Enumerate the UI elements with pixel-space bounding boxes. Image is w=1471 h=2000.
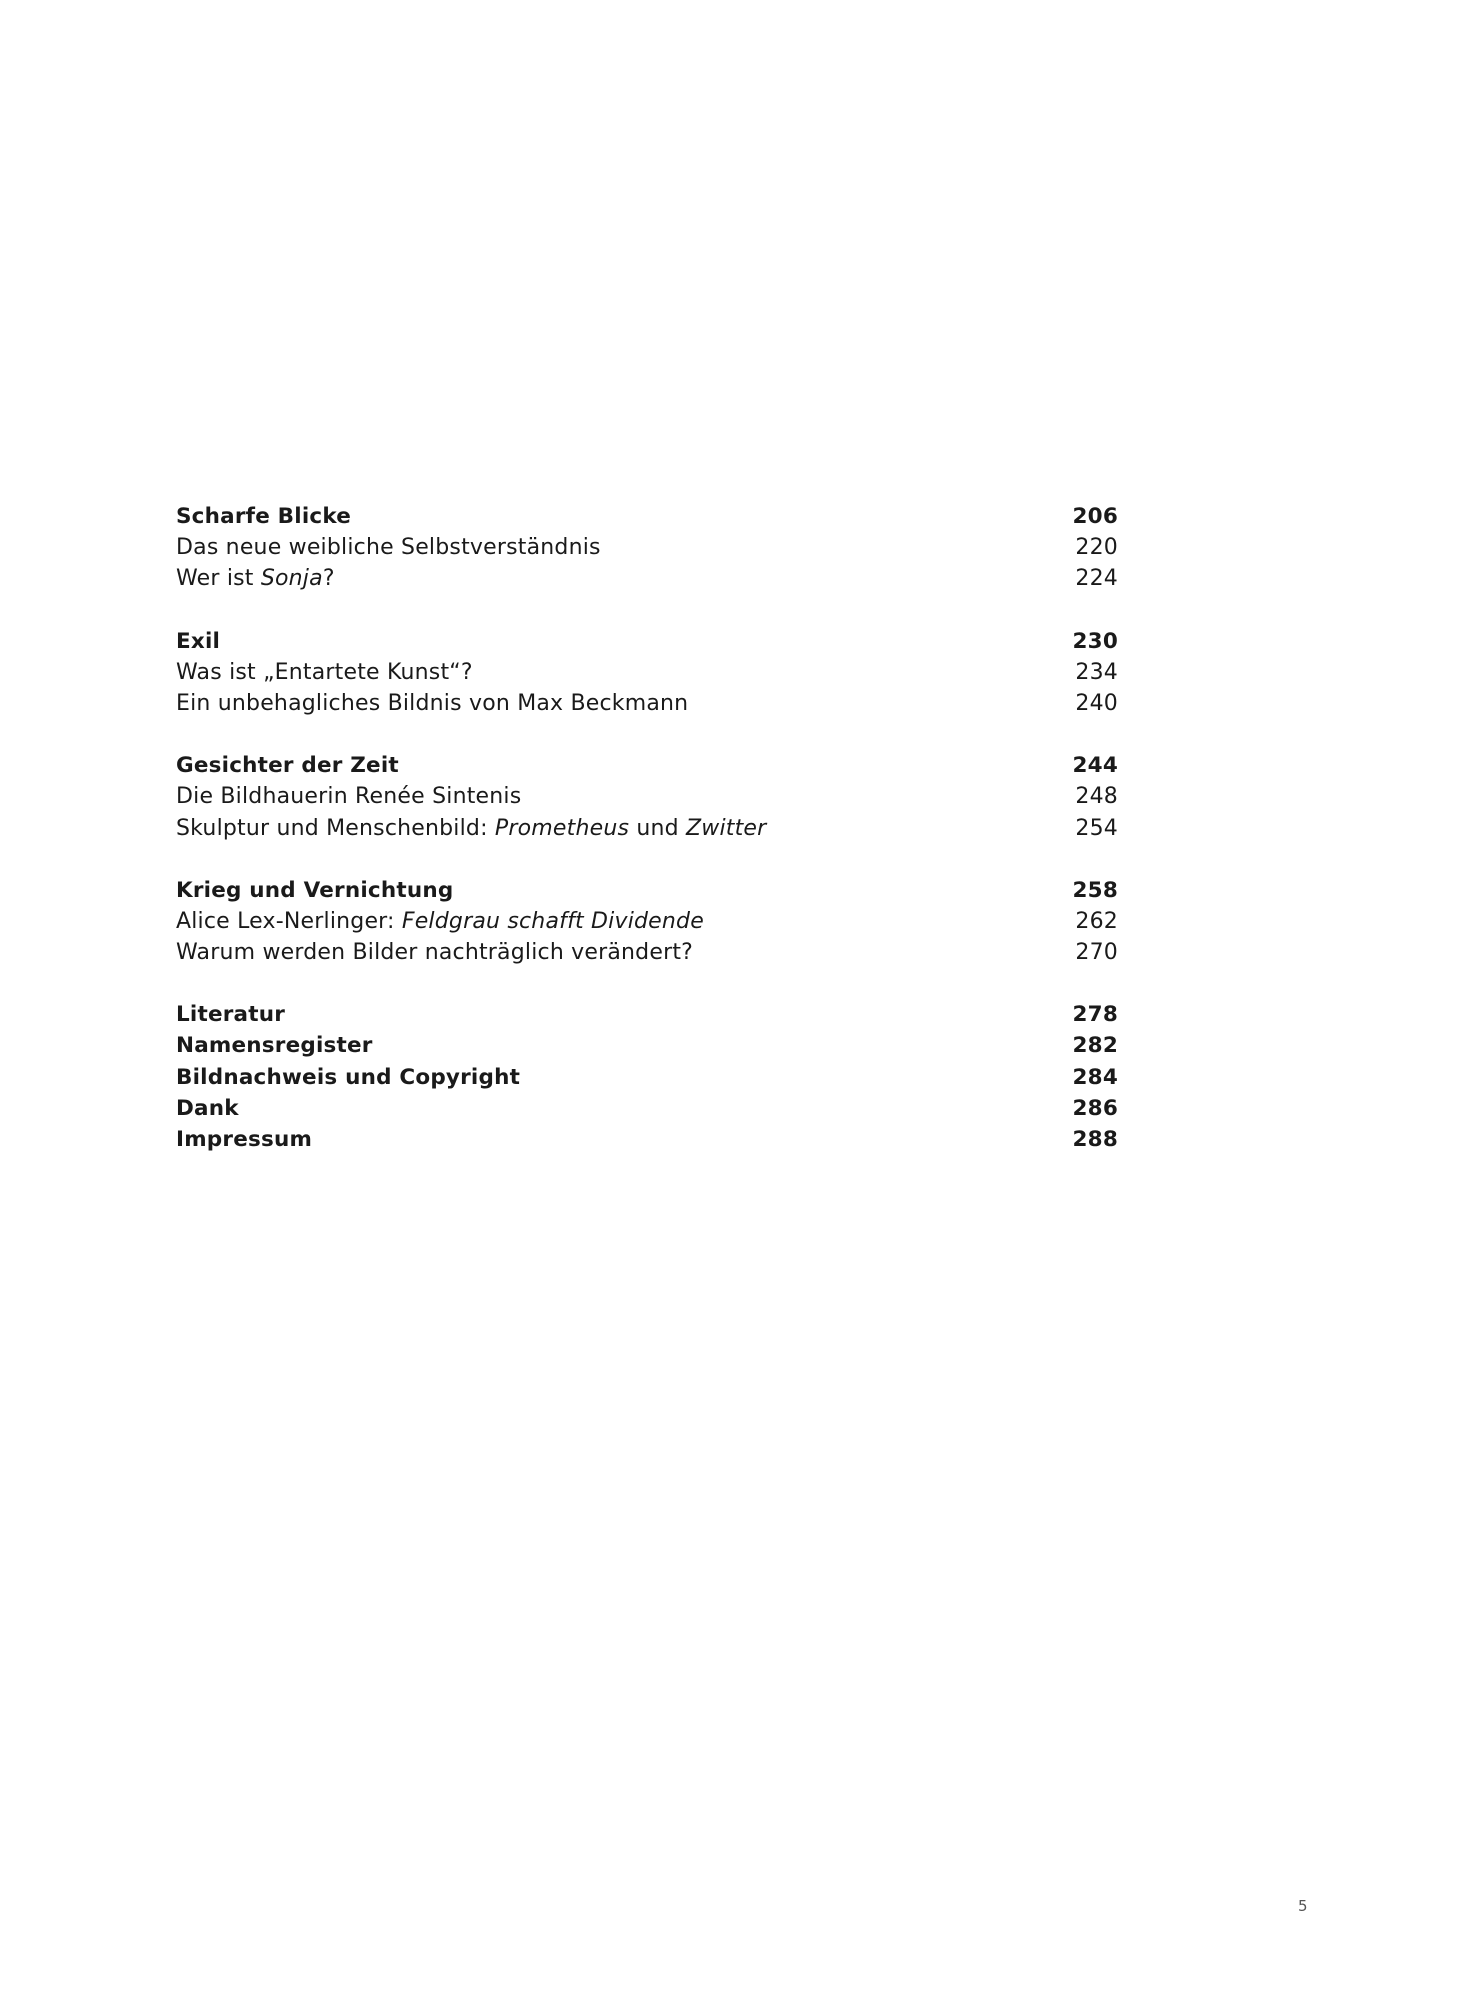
toc-entry-page: 220 [1075, 535, 1118, 561]
toc-entry-title-text: Wer ist [176, 566, 261, 592]
toc-entry-title-italic: Prometheus [494, 815, 630, 841]
toc-entry-title-text: Das neue weibliche Selbstverständnis [176, 535, 601, 561]
toc-entry-title-text: Dank [176, 1095, 239, 1121]
toc-entry-page: 270 [1075, 940, 1118, 966]
toc-chapter-entry [176, 999, 1118, 1030]
toc-entry-title-text: Literatur [176, 1002, 286, 1028]
toc-entry-page: 224 [1075, 566, 1118, 592]
toc-group [176, 750, 1118, 844]
toc-entry-title-italic: Zwitter [686, 815, 767, 841]
toc-entry-title-italic: Sonja [260, 566, 323, 592]
toc-entry-title [176, 813, 766, 844]
toc-group [176, 999, 1118, 1155]
toc-entry-title [176, 688, 688, 719]
toc-section-entry [176, 563, 1118, 594]
toc-section-entry [176, 781, 1118, 812]
toc-chapter-entry [176, 1124, 1118, 1155]
toc-entry-title-text: Die Bildhauerin Renée Sintenis [176, 784, 522, 810]
toc-entry-title [176, 563, 335, 594]
toc-entry-title-text: Gesichter der Zeit [176, 753, 399, 779]
toc-entry-title [176, 906, 704, 937]
toc-entry-title-text: Krieg und Vernichtung [176, 877, 454, 903]
toc-entry-title [176, 1062, 520, 1093]
toc-entry-page: 248 [1075, 784, 1118, 810]
toc-entry-title [176, 657, 473, 688]
toc-entry-page: 288 [1072, 1127, 1118, 1152]
toc-entry-title [176, 999, 285, 1030]
toc-entry-title [176, 501, 351, 532]
toc-entry-title-text: Exil [176, 628, 221, 654]
toc-entry-page: 258 [1072, 877, 1118, 903]
toc-entry-title-text: Bildnachweis und Copyright [176, 1064, 521, 1090]
toc-chapter-entry [176, 1062, 1118, 1093]
toc-entry-page: 240 [1075, 690, 1118, 716]
toc-chapter-entry [176, 750, 1118, 781]
toc-entry-title [176, 626, 220, 657]
toc-entry-title [176, 532, 601, 563]
toc-entry-page: 244 [1072, 753, 1118, 779]
toc-section-entry [176, 906, 1118, 937]
toc-section-entry [176, 657, 1118, 688]
toc-entry-title [176, 1124, 312, 1155]
toc-entry-page: 282 [1072, 1033, 1118, 1059]
toc-chapter-entry [176, 1030, 1118, 1061]
toc-entry-page: 278 [1072, 1002, 1118, 1028]
toc-entry-page: 262 [1075, 908, 1118, 934]
toc-entry-title-text: Alice Lex-Nerlinger: [176, 908, 402, 934]
toc-chapter-entry [176, 1093, 1118, 1124]
table-of-contents [176, 501, 1118, 1186]
toc-entry-page: 206 [1072, 504, 1118, 529]
toc-entry-title [176, 750, 399, 781]
toc-entry-title [176, 937, 693, 968]
toc-entry-page: 230 [1072, 628, 1118, 654]
toc-section-entry [176, 813, 1118, 844]
toc-group [176, 875, 1118, 969]
toc-entry-page: 286 [1072, 1095, 1118, 1121]
toc-entry-title-text: und [629, 815, 686, 841]
toc-entry-title [176, 875, 453, 906]
toc-entry-title-text: Was ist „Entartete Kunst“? [176, 659, 473, 685]
toc-section-entry [176, 532, 1118, 563]
toc-entry-title [176, 1093, 239, 1124]
toc-group [176, 626, 1118, 720]
toc-section-entry [176, 937, 1118, 968]
toc-entry-title-text: Ein unbehagliches Bildnis von Max Beckmann [176, 690, 689, 716]
toc-entry-page: 284 [1072, 1064, 1118, 1090]
toc-section-entry [176, 688, 1118, 719]
toc-entry-title-text: Impressum [176, 1127, 313, 1152]
toc-entry-page: 254 [1075, 815, 1118, 841]
page-number: 5 [1298, 1897, 1308, 1915]
toc-entry-title [176, 1030, 373, 1061]
toc-chapter-entry [176, 501, 1118, 532]
toc-entry-title-text: Namensregister [176, 1033, 373, 1059]
toc-entry-title-text: Skulptur und Menschenbild: [176, 815, 495, 841]
toc-entry-title [176, 781, 521, 812]
toc-entry-title-text: ? [322, 566, 335, 592]
toc-entry-title-text: Scharfe Blicke [176, 504, 352, 529]
toc-chapter-entry [176, 626, 1118, 657]
toc-entry-title-text: Warum werden Bilder nachträglich verändert? [176, 940, 694, 966]
toc-entry-page: 234 [1075, 659, 1118, 685]
toc-group [176, 501, 1118, 595]
toc-chapter-entry [176, 875, 1118, 906]
toc-entry-title-italic: Feldgrau schafft Dividende [401, 908, 704, 934]
